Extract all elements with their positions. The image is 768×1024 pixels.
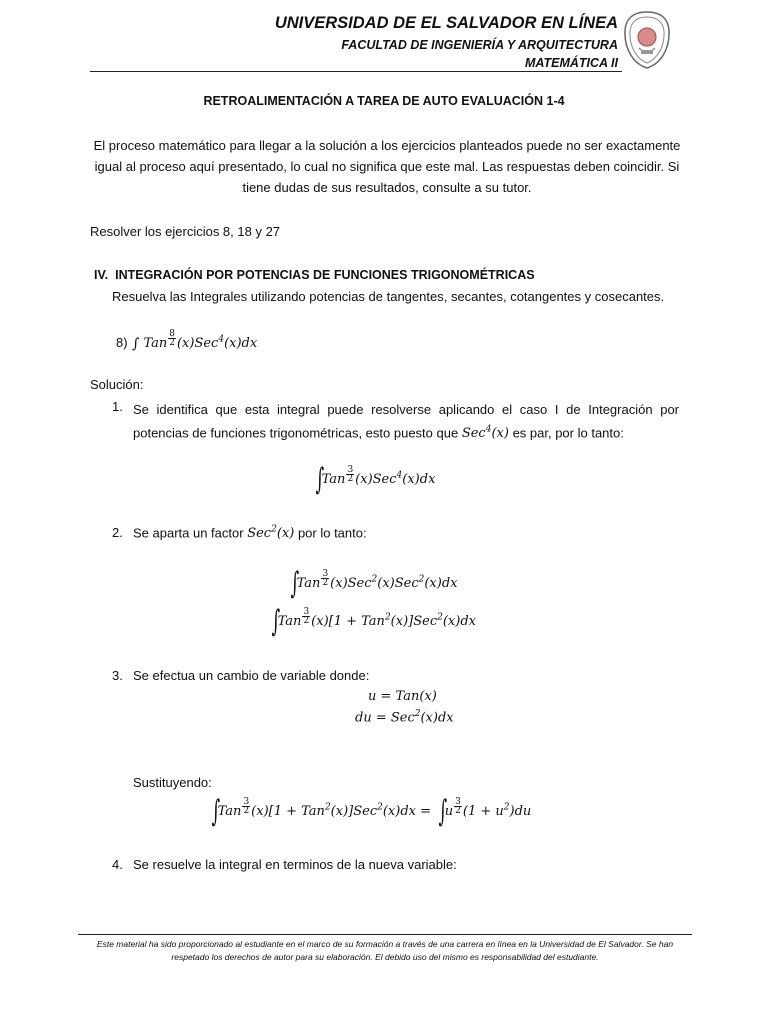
- step-2-number: 2.: [112, 525, 123, 540]
- exercise-label: 8): [116, 335, 128, 350]
- u-definition: u = Tan(x): [368, 689, 437, 704]
- header-rule: [90, 71, 622, 72]
- section-heading: [94, 268, 535, 282]
- step-2-text: Se aparta un factor Sec$^2$(x) por lo tanto:: [133, 525, 367, 542]
- document-title: RETROALIMENTACIÓN A TAREA DE AUTO EVALUACIÓN 1-4: [203, 94, 565, 108]
- section-title: INTEGRACIÓN POR POTENCIAS DE FUNCIONES TRIGONOMÉTRICAS: [115, 268, 535, 282]
- step-4-number: 4.: [112, 857, 123, 872]
- section-number: IV.: [94, 268, 109, 282]
- section-instruction: Resuelva las Integrales utilizando potencias de tangentes, secantes, cotangentes y cosecantes.: [112, 289, 665, 304]
- faculty-name: FACULTAD DE INGENIERÍA Y ARQUITECTURA: [341, 38, 618, 52]
- exercise-integral: ∫ Tan $\frac{8}{2}$ (x)Sec$^4$(x)dx: [132, 329, 258, 352]
- footer-note: Este material ha sido proporcionado al estudiante en el marco de su formación a través de una carrera en línea en la Universidad de El Salvador. Se han respetado los derechos de autor para su elaboración. El debido uso del mismo es responsabilidad del estudiante.: [96, 939, 674, 962]
- intro-paragraph: El proceso matemático para llegar a la solución a los ejercicios planteados puede no ser exactamente igual al proceso aquí presentado, lo cual no significa que este mal. Las respuestas deben coincidir. Si tiene dudas de sus resultados, consulte a su tutor.: [93, 138, 681, 195]
- university-seal-icon: [622, 10, 672, 70]
- step-3-number: 3.: [112, 668, 123, 683]
- footer-rule: [78, 934, 692, 935]
- step-1-equation: ∫Tan $\frac{3}{2}$ (x)Sec$^4$(x)dx: [315, 462, 436, 497]
- step-4-text: Se resuelve la integral en terminos de la nueva variable:: [133, 857, 457, 872]
- du-definition: du = Sec$^2$(x)dx: [355, 709, 454, 726]
- solution-label: Solución:: [90, 377, 144, 392]
- step-1-text: Se identifica que esta integral puede resolverse aplicando el caso I de Integración por potencias de funciones trigonométricas, esto puesto que Sec$^4$(x) es par, por lo tanto:: [133, 402, 679, 442]
- university-name: UNIVERSIDAD DE EL SALVADOR EN LÍNEA: [274, 14, 618, 32]
- exercise-8: [116, 330, 257, 352]
- step-1-number: 1.: [112, 399, 123, 414]
- substituting-label: Sustituyendo:: [133, 775, 212, 790]
- course-name: MATEMÁTICA II: [524, 56, 618, 70]
- step-2-equation-2: ∫Tan $\frac{3}{2}$ (x)[1 + Tan$^2$(x)]Sec$^2$(x)dx: [271, 604, 476, 639]
- resolve-instruction: Resolver los ejercicios 8, 18 y 27: [90, 224, 281, 239]
- step-3-text: Se efectua un cambio de variable donde:: [133, 668, 370, 683]
- substitution-equation: ∫Tan $\frac{3}{2}$ (x)[1 + Tan$^2$(x)]Sec$^2$(x)dx = ∫u $\frac{3}{2}$ $(1 + u^2)du$: [211, 794, 532, 829]
- step-2-equation-1: ∫Tan $\frac{3}{2}$ (x)Sec$^2$(x)Sec$^2$(x)dx: [290, 566, 458, 601]
